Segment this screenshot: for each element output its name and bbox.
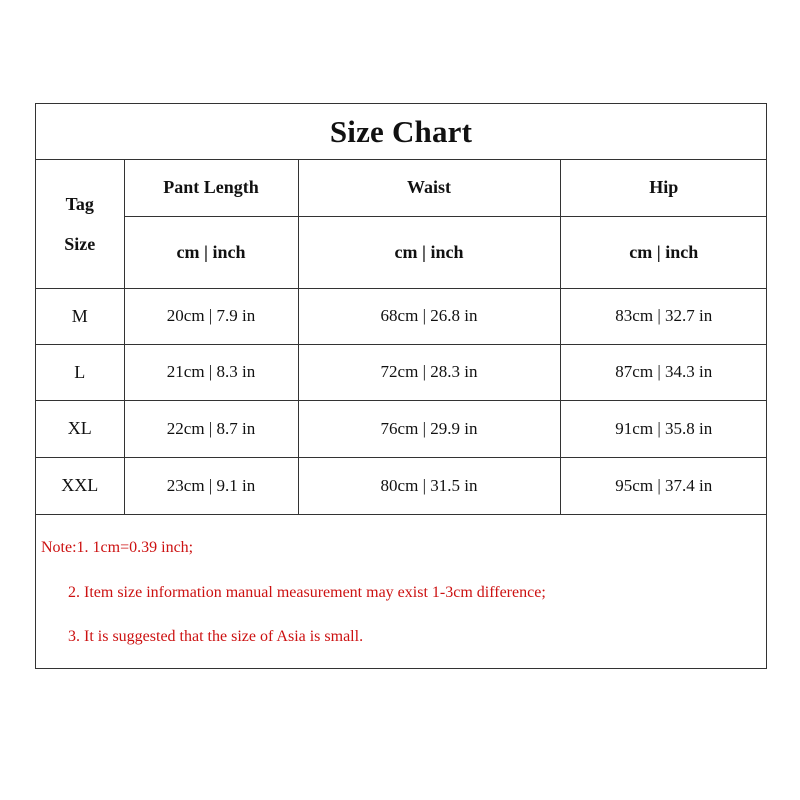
waist-cell: 72cm | 28.3 in [298,344,560,400]
tag-size-header [36,160,124,288]
notes-section [36,530,766,670]
table-row [36,457,767,514]
pant-length-cell: 20cm | 7.9 in [124,288,298,344]
chart-title: Size Chart [329,113,473,149]
column-header-waist: Waist [298,160,560,216]
hip-cell: 91cm | 35.8 in [560,400,767,457]
hip-cell: 83cm | 32.7 in [560,288,767,344]
size-cell: M [36,288,124,344]
note-line-2: 2. Item size information manual measurement may exist 1-3cm difference; [68,584,546,601]
table-row [36,400,767,457]
waist-cell: 68cm | 26.8 in [298,288,560,344]
waist-cell: 76cm | 29.9 in [298,400,560,457]
pant-length-cell: 22cm | 8.7 in [124,400,298,457]
note-line-1: Note:1. 1cm=0.39 inch; [41,539,194,556]
hip-cell: 95cm | 37.4 in [560,457,767,514]
unit-header-hip: cm | inch [560,216,767,288]
pant-length-cell: 21cm | 8.3 in [124,344,298,400]
tag-size-line1: Tag [65,193,94,214]
hip-cell: 87cm | 34.3 in [560,344,767,400]
column-header-pant-length: Pant Length [124,160,298,216]
table-row [36,344,767,400]
pant-length-cell: 23cm | 9.1 in [124,457,298,514]
header-row [36,160,767,216]
column-header-hip: Hip [560,160,767,216]
unit-header-waist: cm | inch [298,216,560,288]
table-row [36,288,767,344]
size-table [36,160,767,515]
unit-header-pant-length: cm | inch [124,216,298,288]
tag-size-line2: Size [64,233,96,254]
note-line-3: 3. It is suggested that the size of Asia is small. [68,628,364,645]
size-cell: XXL [36,457,124,514]
size-chart [35,103,767,669]
waist-cell: 80cm | 31.5 in [298,457,560,514]
size-cell: XL [36,400,124,457]
size-cell: L [36,344,124,400]
title-row [36,104,766,160]
unit-row [36,216,767,288]
